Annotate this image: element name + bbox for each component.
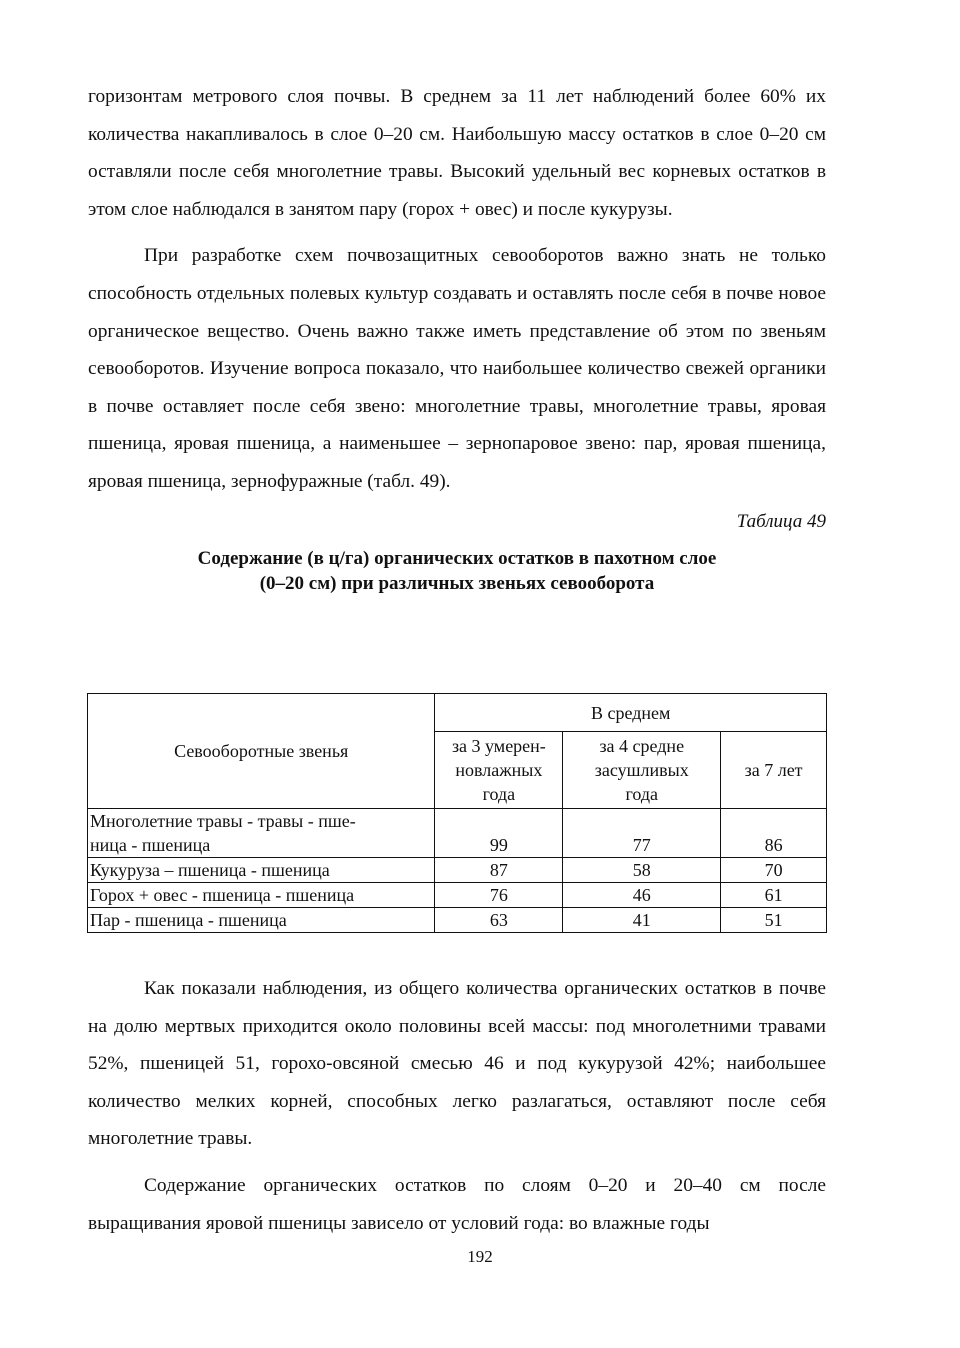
paragraph-crop-rotation: При разработке схем почвозащитных севооборотов важно знать не только способность отдельных полевых культур создавать и оставлять после себя в почве новое органическое вещество. Очень важно также иметь представление об этом по звеньям севооборотов. Изучение вопроса показало, что наибольшее количество свежей органики в почве оставляет после себя звено: многолетние травы, многолетние травы, яровая пшеница, яровая пшеница, а наименьшее – зернопаровое звено: пар, яровая пшеница, яровая пшеница, зернофуражные (табл. 49). <box>88 245 826 492</box>
page-number: 192 <box>467 1247 493 1266</box>
header-3-moist-years: за 3 умерен- новлажных года <box>435 732 563 809</box>
table-row <box>88 883 827 908</box>
organic-residues-table <box>87 693 827 933</box>
paragraph-gap <box>88 1158 826 1167</box>
header-average-group: В среднем <box>435 694 827 732</box>
row-value-4y: 77 <box>563 809 721 858</box>
row-value-3y: 76 <box>435 883 563 908</box>
row-value-7y: 61 <box>721 883 827 908</box>
row-value-4y: 41 <box>563 908 721 933</box>
row-value-4y: 58 <box>563 858 721 883</box>
header-7-years: за 7 лет <box>721 732 827 809</box>
page-body-after-table <box>88 970 826 1242</box>
row-label: Многолетние травы - травы - пше- ница - пшеница <box>88 809 435 858</box>
page-body <box>88 78 826 596</box>
paragraph-continuation: горизонтам метрового слоя почвы. В среднем за 11 лет наблюдений более 60% их количества накапливалось в слое 0–20 см. Наибольшую массу остатков в слое 0–20 см оставляли после себя многолетние травы. Высокий удельный вес корневых остатков в этом слое наблюдался в занятом пару (горох + овес) и после кукурузы. <box>88 86 826 220</box>
header-4-dry-years: за 4 средне засушливых года <box>563 732 721 809</box>
row-label: Горох + овес - пшеница - пшеница <box>88 883 435 908</box>
table-label: Таблица 49 <box>736 510 826 532</box>
row-value-3y: 87 <box>435 858 563 883</box>
paragraph-layer-content: Содержание органических остатков по слоям 0–20 и 20–40 см после выращивания яровой пшеницы зависело от условий года: во влажные годы <box>88 1174 826 1234</box>
table-row <box>88 908 827 933</box>
paragraph-gap <box>88 228 826 237</box>
row-value-7y: 51 <box>721 908 827 933</box>
row-value-7y: 86 <box>721 809 827 858</box>
row-value-3y: 63 <box>435 908 563 933</box>
paragraph-dead-residues: Как показали наблюдения, из общего количества органических остатков в почве на долю мертвых приходится около половины всей массы: под многолетними травами 52%, пшеницей 51, горохо-овсяной смесью 46 и под кукурузой 42%; наибольшее количество мелких корней, способных легко разлагаться, оставляют после себя многолетние травы. <box>88 978 826 1150</box>
row-value-7y: 70 <box>721 858 827 883</box>
table-title-line-2: (0–20 см) при различных звеньях севооборота <box>259 572 655 594</box>
row-label: Пар - пшеница - пшеница <box>88 908 435 933</box>
table-row <box>88 858 827 883</box>
table-title-line-1: Содержание (в ц/га) органических остатков в пахотном слое <box>197 547 717 569</box>
row-value-3y: 99 <box>435 809 563 858</box>
header-rotation-links: Севооборотные звенья <box>88 694 435 809</box>
row-value-4y: 46 <box>563 883 721 908</box>
table-row <box>88 809 827 858</box>
table-title <box>88 546 826 596</box>
row-label: Кукуруза – пшеница - пшеница <box>88 858 435 883</box>
